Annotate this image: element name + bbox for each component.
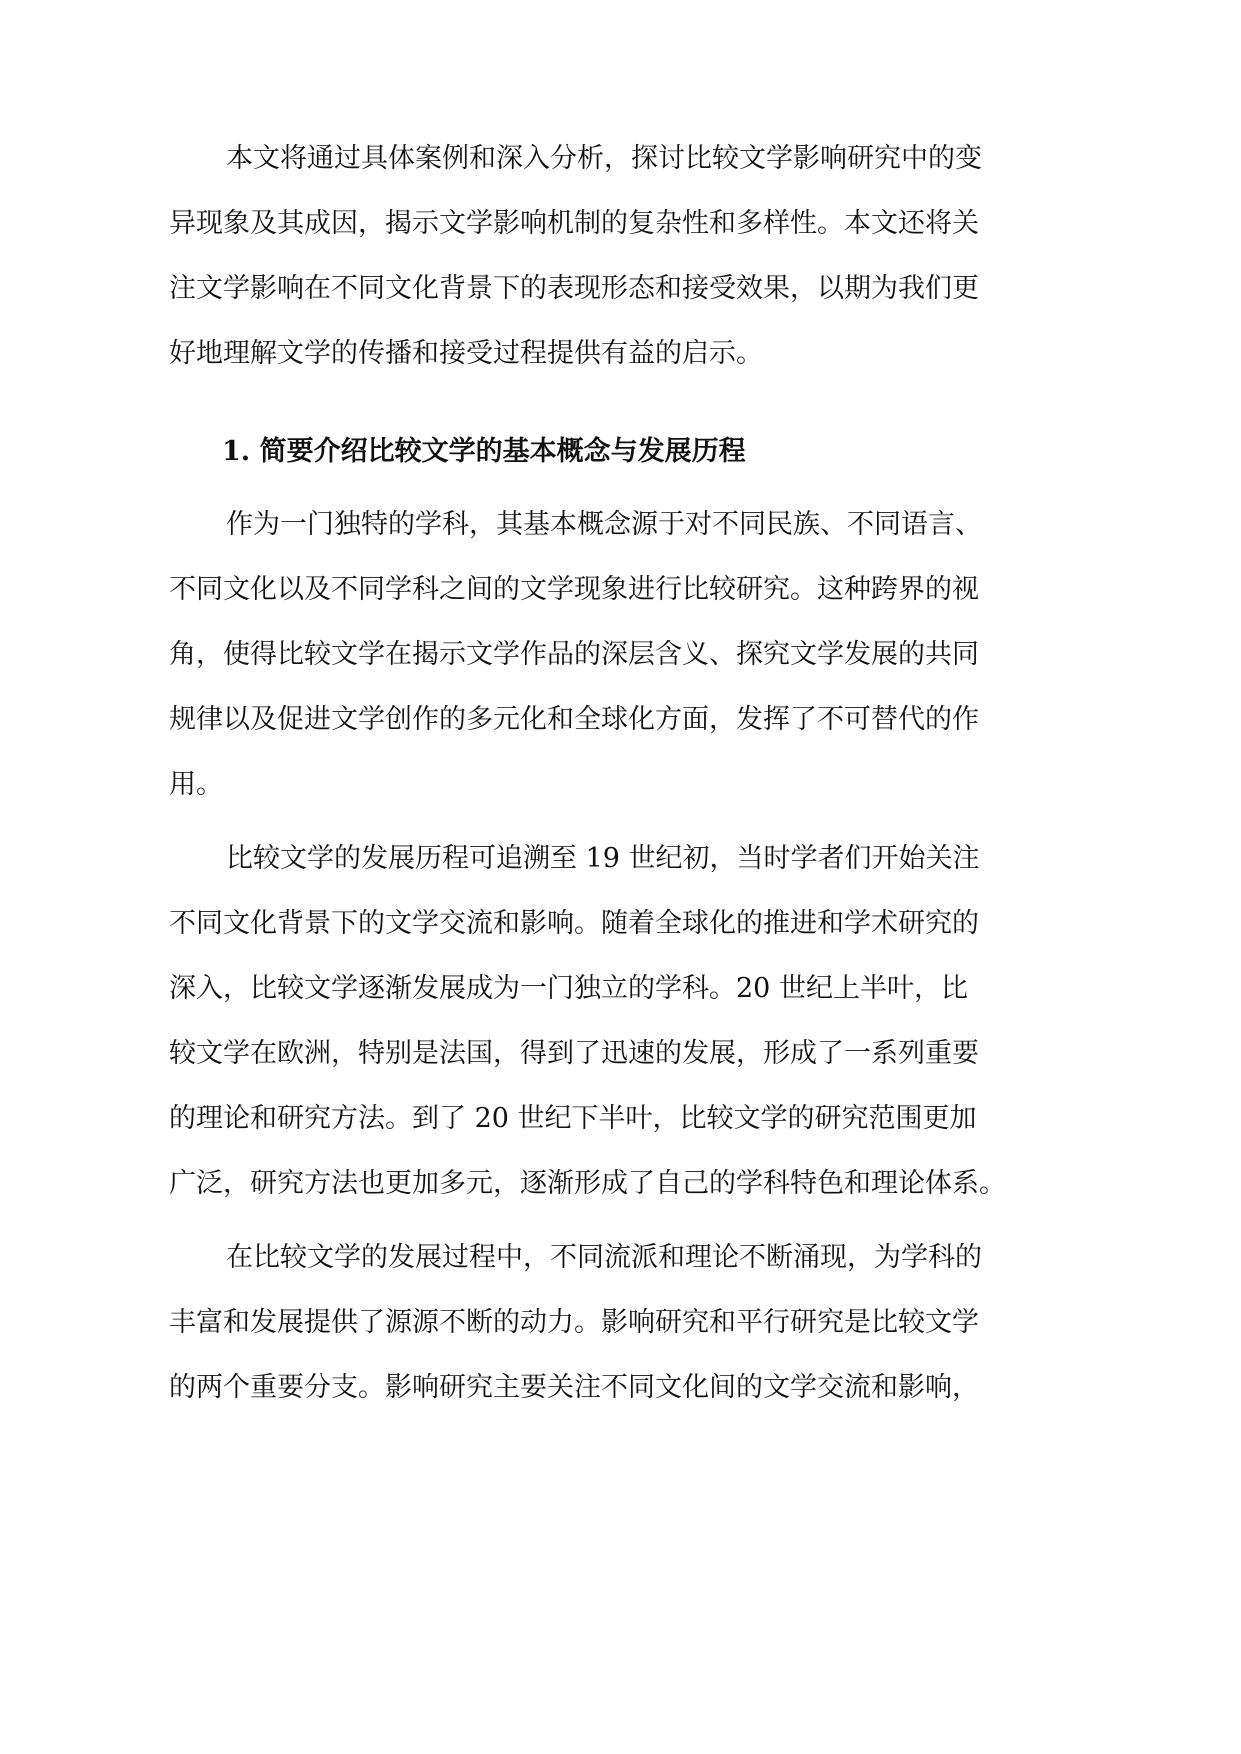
text-line: 广泛，研究方法也更加多元，逐渐形成了自己的学科特色和理论体系。 bbox=[169, 1168, 1006, 1199]
text-line: 不同文化以及不同学科之间的文学现象进行比较研究。这种跨界的视 bbox=[169, 574, 979, 605]
text-line: 在比较文学的发展过程中，不同流派和理论不断涌现，为学科的 bbox=[226, 1242, 982, 1273]
text-line: 用。 bbox=[169, 769, 223, 800]
text-line: 作为一门独特的学科，其基本概念源于对不同民族、不同语言、 bbox=[226, 509, 982, 540]
text-line: 丰富和发展提供了源源不断的动力。影响研究和平行研究是比较文学 bbox=[169, 1307, 979, 1338]
text-line: 好地理解文学的传播和接受过程提供有益的启示。 bbox=[169, 338, 763, 369]
text-line: 不同文化背景下的文学交流和影响。随着全球化的推进和学术研究的 bbox=[169, 908, 979, 939]
text-line: 较文学在欧洲，特别是法国，得到了迅速的发展，形成了一系列重要 bbox=[169, 1038, 979, 1069]
text-line: 的理论和研究方法。到了 20 世纪下半叶，比较文学的研究范围更加 bbox=[169, 1103, 977, 1134]
text-line: 比较文学的发展历程可追溯至 19 世纪初，当时学者们开始关注 bbox=[226, 843, 980, 874]
text-line: 本文将通过具体案例和深入分析，探讨比较文学影响研究中的变 bbox=[226, 143, 982, 174]
text-line: 的两个重要分支。影响研究主要关注不同文化间的文学交流和影响， bbox=[169, 1372, 979, 1403]
text-line: 深入，比较文学逐渐发展成为一门独立的学科。20 世纪上半叶，比 bbox=[169, 973, 968, 1004]
text-line: 角，使得比较文学在揭示文学作品的深层含义、探究文学发展的共同 bbox=[169, 639, 979, 670]
text-line: 注文学影响在不同文化背景下的表现形态和接受效果，以期为我们更 bbox=[169, 273, 979, 304]
text-line: 规律以及促进文学创作的多元化和全球化方面，发挥了不可替代的作 bbox=[169, 704, 979, 735]
section-heading: 1. 简要介绍比较文学的基本概念与发展历程 bbox=[222, 436, 746, 467]
text-line: 异现象及其成因，揭示文学影响机制的复杂性和多样性。本文还将关 bbox=[169, 208, 979, 239]
